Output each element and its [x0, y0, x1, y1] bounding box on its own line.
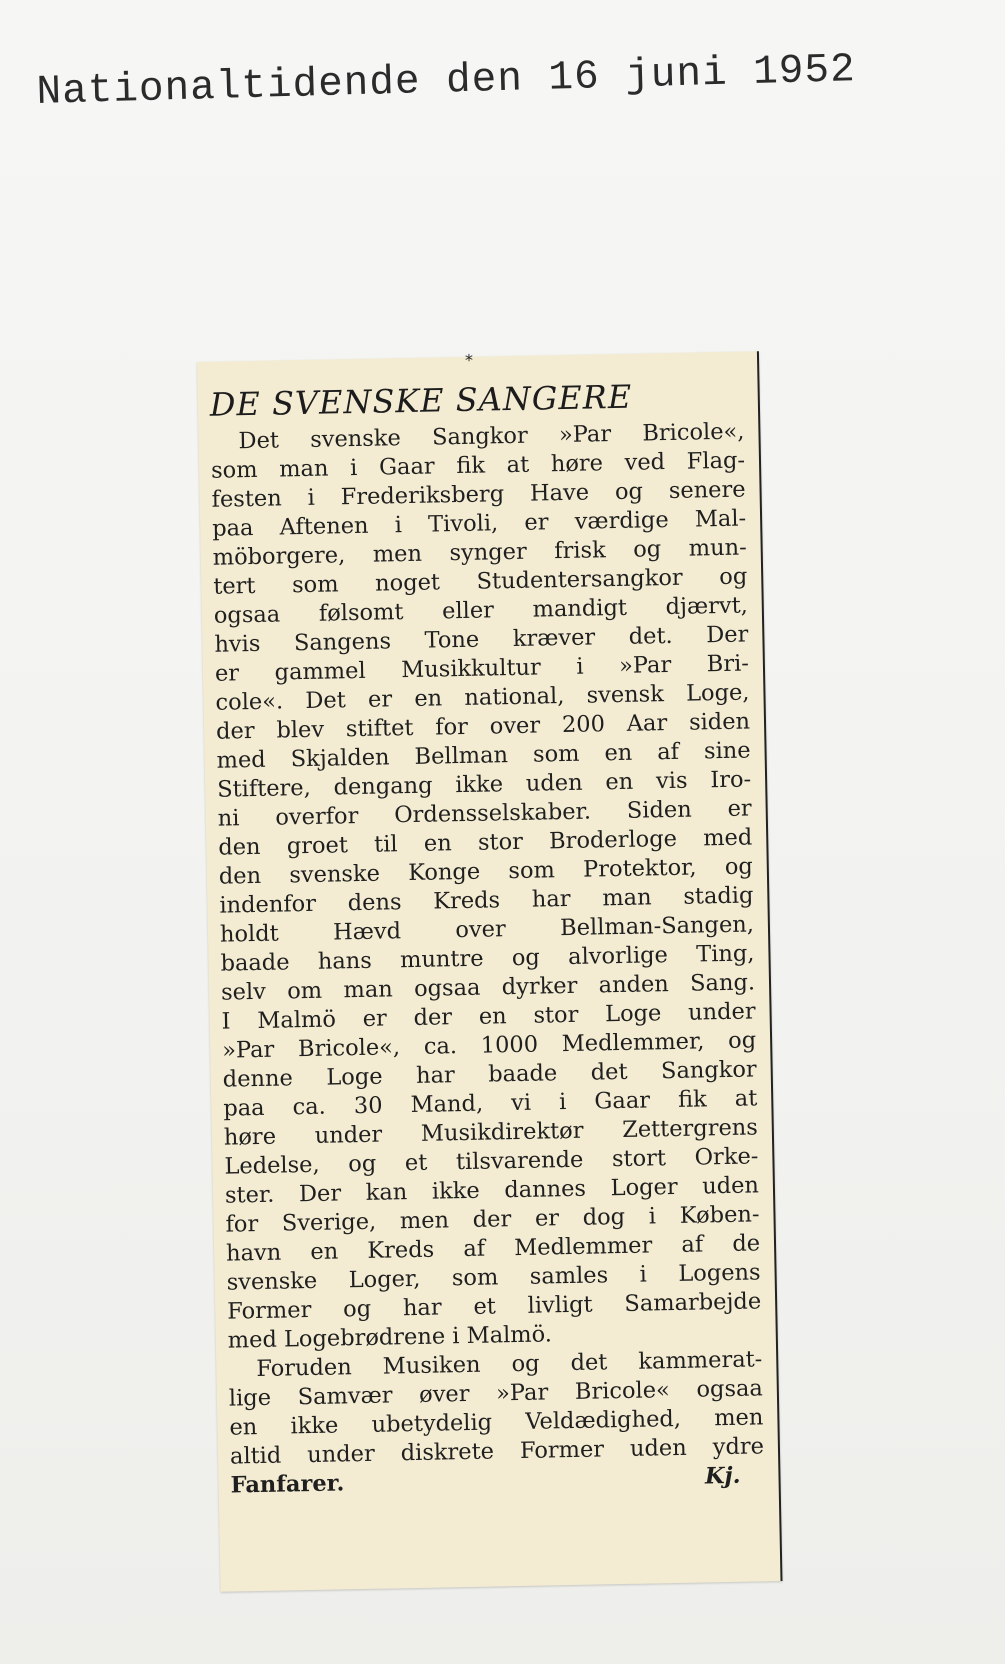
article-headline: DE SVENSKE SANGERE — [209, 377, 633, 424]
star-ornament-icon: * — [464, 350, 474, 370]
article-line: med Skjalden Bellman som en af sine — [216, 737, 751, 774]
newspaper-clipping — [197, 351, 783, 1592]
article-line: Det svenske Sangkor »Par Bricole«, — [238, 418, 745, 455]
article-line: høre under Musikdirektør Zettergrens — [223, 1114, 759, 1151]
article-line: »Par Bricole«, ca. 1000 Medlemmer, og — [221, 1027, 757, 1064]
article-line: ogsaa følsomt eller mandigt djærvt, — [213, 592, 749, 629]
article-line: paa ca. 30 Mand, vi i Gaar fik at — [223, 1085, 758, 1122]
article-line: en ikke ubetydelig Veldædighed, men — [229, 1404, 764, 1441]
article-body — [210, 418, 765, 1501]
article-line: ni overfor Ordensselskaber. Siden er — [217, 795, 752, 832]
article-line: som man i Gaar fik at høre ved Flag- — [210, 447, 746, 484]
author-signature: Kj. — [704, 1462, 741, 1490]
article-line: baade hans muntre og alvorlige Ting, — [220, 940, 755, 977]
typed-source-line: Nationaltidende den 16 juni 1952 — [36, 47, 857, 116]
article-line: indenfor dens Kreds har man stadig — [219, 882, 754, 919]
article-line: havn en Kreds af Medlemmer af de — [225, 1230, 761, 1267]
article-line: denne Loge har baade det Sangkor — [222, 1056, 757, 1093]
article-line: Foruden Musiken og det kammerat- — [256, 1346, 763, 1383]
article-line: tert som noget Studentersangkor og — [213, 563, 748, 600]
article-line: festen i Frederiksberg Have og senere — [211, 476, 746, 513]
article-line: der blev stiftet for over 200 Aar siden — [215, 708, 751, 745]
article-line: med Logebrødrene i Malmö. — [227, 1321, 553, 1354]
article-line: er gammel Musikkultur i »Par Bri- — [214, 650, 750, 687]
article-line: ster. Der kan ikke dannes Loger uden — [224, 1172, 760, 1209]
article-line: hvis Sangens Tone kræver det. Der — [214, 621, 749, 658]
article-line: paa Aftenen i Tivoli, er værdige Mal- — [211, 505, 747, 542]
article-line: selv om man ogsaa dyrker anden Sang. — [220, 969, 756, 1006]
article-line: lige Samvær øver »Par Bricole« ogsaa — [228, 1375, 764, 1412]
article-line: den svenske Konge som Protektor, og — [218, 853, 754, 890]
article-line: for Sverige, men der er dog i Køben- — [225, 1201, 760, 1238]
article-line: Stiftere, dengang ikke uden en vis Iro- — [216, 766, 752, 803]
article-line: cole«. Det er en national, svensk Loge, — [215, 679, 750, 716]
article-line: den groet til en stor Broderloge med — [218, 824, 753, 861]
article-line: Ledelse, og et tilsvarende stort Orke- — [224, 1143, 759, 1180]
article-line: Former og har et livligt Samarbejde — [226, 1288, 762, 1325]
article-line: svenske Loger, som samles i Logens — [226, 1259, 761, 1296]
closing-word: Fanfarer. — [230, 1470, 345, 1499]
article-line: I Malmö er der en stor Loge under — [221, 998, 756, 1035]
article-line: möborgere, men synger frisk og mun- — [212, 534, 747, 571]
article-line: altid under diskrete Former uden ydre — [229, 1433, 765, 1470]
article-line: holdt Hævd over Bellman-Sangen, — [219, 911, 755, 948]
